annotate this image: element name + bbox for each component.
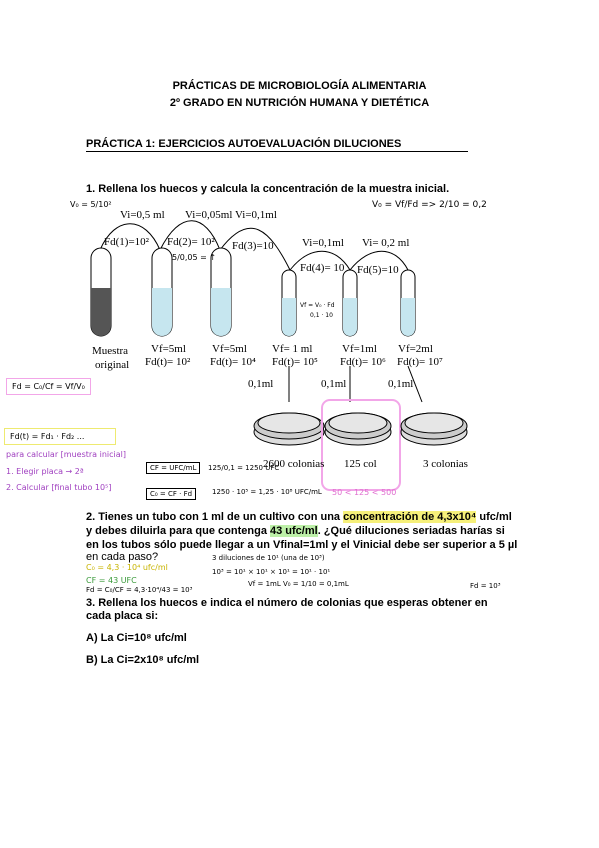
vi-label: Vi=0,5 ml <box>120 209 165 221</box>
note-step-2: 2. Calcular [final tubo 10⁵] <box>6 483 112 492</box>
fdt-label: Fd(t)= 10⁵ <box>272 356 318 368</box>
note-step-1: 1. Elegir placa → 2ª <box>6 467 84 476</box>
q2-note-fd: Fd = C₀/CF = 4,3·10⁴/43 = 10³ <box>86 586 193 594</box>
question-2-line-4: en cada paso? <box>86 551 159 563</box>
fd-label: Fd(4)= 10 <box>300 262 345 274</box>
fd-label: Fd(5)=10 <box>357 264 399 276</box>
note-ratio: 5/0,05 = ↑ <box>172 253 217 262</box>
note-cf-formula: CF = UFC/mL <box>146 462 200 474</box>
plate-volume: 0,1ml <box>321 378 347 390</box>
question-3-b: B) La Ci=2x10⁸ ufc/ml <box>86 654 200 666</box>
vf-label: Vf=5ml <box>151 343 186 355</box>
question-3-line-1: 3. Rellena los huecos e indica el número de colonias que esperas obtener en <box>86 597 488 609</box>
note-fd-formula: Fd = C₀/Cf = Vf/V₀ <box>6 378 91 395</box>
vi-label: Vi=0,05ml <box>185 209 233 221</box>
plate-3 <box>401 413 467 445</box>
header-line-1: PRÁCTICAS DE MICROBIOLOGÍA ALIMENTARIA <box>172 80 427 92</box>
fdt-label: Fd(t)= 10⁴ <box>210 356 256 368</box>
note-c0-calc: 1250 · 10⁵ = 1,25 · 10⁸ UFC/mL <box>212 488 322 496</box>
question-3-line-2: cada placa si: <box>86 610 159 622</box>
colony-count: 3 colonias <box>423 458 468 470</box>
sample-label: original <box>95 359 130 371</box>
note-fdt-formula: Fd(t) = Fd₁ · Fd₂ ... <box>4 428 116 445</box>
fdt-label: Fd(t)= 10² <box>145 356 191 368</box>
vi-label: Vi= 0,2 ml <box>362 237 410 249</box>
practice-title: PRÁCTICA 1: EJERCICIOS AUTOEVALUACIÓN DILUCIONES <box>86 138 468 152</box>
q2-note-cf: CF = 43 UFC <box>86 576 137 585</box>
fdt-label: Fd(t)= 10⁶ <box>340 356 386 368</box>
q2-highlight-concentration: concentración de 4,3x10⁴ <box>343 511 477 523</box>
question-1-text: 1. Rellena los huecos y calcula la concentración de la muestra inicial. <box>86 183 450 195</box>
question-2-line-2 <box>86 524 505 538</box>
vi-label: Vi=0,1ml <box>302 237 344 249</box>
fdt-label: Fd(t)= 10⁷ <box>397 356 443 368</box>
tube-1 <box>91 248 111 336</box>
q2-text: . ¿Qué diluciones seriadas harías si <box>317 525 505 537</box>
sample-label: Muestra <box>92 345 129 357</box>
fd-label: Fd(3)=10 <box>232 240 274 252</box>
plate-volume: 0,1ml <box>248 378 274 390</box>
tube-2 <box>152 248 172 336</box>
note-vf: Vf = V₀ · Fd <box>300 302 335 309</box>
vf-label: Vf= 1 ml <box>272 343 313 355</box>
q2-note-vol: Vf = 1mL V₀ = 1/10 = 0,1mL <box>248 580 349 588</box>
note-range: 50 < 125 < 500 <box>332 488 397 497</box>
note-vf-2: 0,1 · 10 <box>310 312 333 319</box>
note-c0-formula: C₀ = CF · Fd <box>146 488 196 500</box>
question-2-line-3: en los tubos sólo puede llegar a un Vfinal=1ml y el Vinicial debe ser superior a 5 µl <box>86 539 518 551</box>
q2-text: ufc/ml <box>476 511 512 523</box>
vi-label: Vi=0,1ml <box>235 209 277 221</box>
fd-label: Fd(2)= 10² <box>167 236 215 248</box>
q2-highlight-target: 43 ufc/ml <box>270 525 318 537</box>
q2-text: y debes diluirla para que contenga <box>86 525 270 537</box>
question-3-a: A) La Ci=10⁸ ufc/ml <box>86 632 187 644</box>
question-2-line-1 <box>86 510 512 524</box>
tube-6 <box>401 270 415 336</box>
q2-note-diluc: 3 diluciones de 10¹ (una de 10³) <box>212 554 325 562</box>
colony-count: 2600 colonias <box>263 458 325 470</box>
colony-count: 125 col <box>344 458 377 470</box>
vf-label: Vf=5ml <box>212 343 247 355</box>
tube-5 <box>343 270 357 336</box>
q2-note-calc: 10³ = 10¹ × 10¹ × 10¹ = 10¹ · 10¹ <box>212 568 331 576</box>
q2-note-c0: C₀ = 4,3 · 10⁴ ufc/ml <box>86 563 168 572</box>
plate-1 <box>254 413 324 445</box>
note-v0-right: V₀ = Vf/Fd => 2/10 = 0,2 <box>372 200 487 210</box>
plate-2 <box>322 400 400 490</box>
header-line-2: 2º GRADO EN NUTRICIÓN HUMANA Y DIETÉTICA <box>169 97 430 109</box>
note-v0: V₀ = 5/10² <box>70 200 112 209</box>
note-para-calcular: para calcular [muestra inicial] <box>6 450 126 459</box>
tube-4 <box>282 270 296 336</box>
q2-text: 2. Tienes un tubo con 1 ml de un cultivo con una <box>86 511 344 523</box>
vf-label: Vf=1ml <box>342 343 377 355</box>
plate-volume: 0,1ml <box>388 378 414 390</box>
q2-note-fd-final: Fd = 10³ <box>470 582 501 590</box>
note-cf-calc: 125/0,1 = 1250 UFC <box>208 464 280 472</box>
vf-label: Vf=2ml <box>398 343 433 355</box>
fd-label: Fd(1)=10² <box>104 236 149 248</box>
